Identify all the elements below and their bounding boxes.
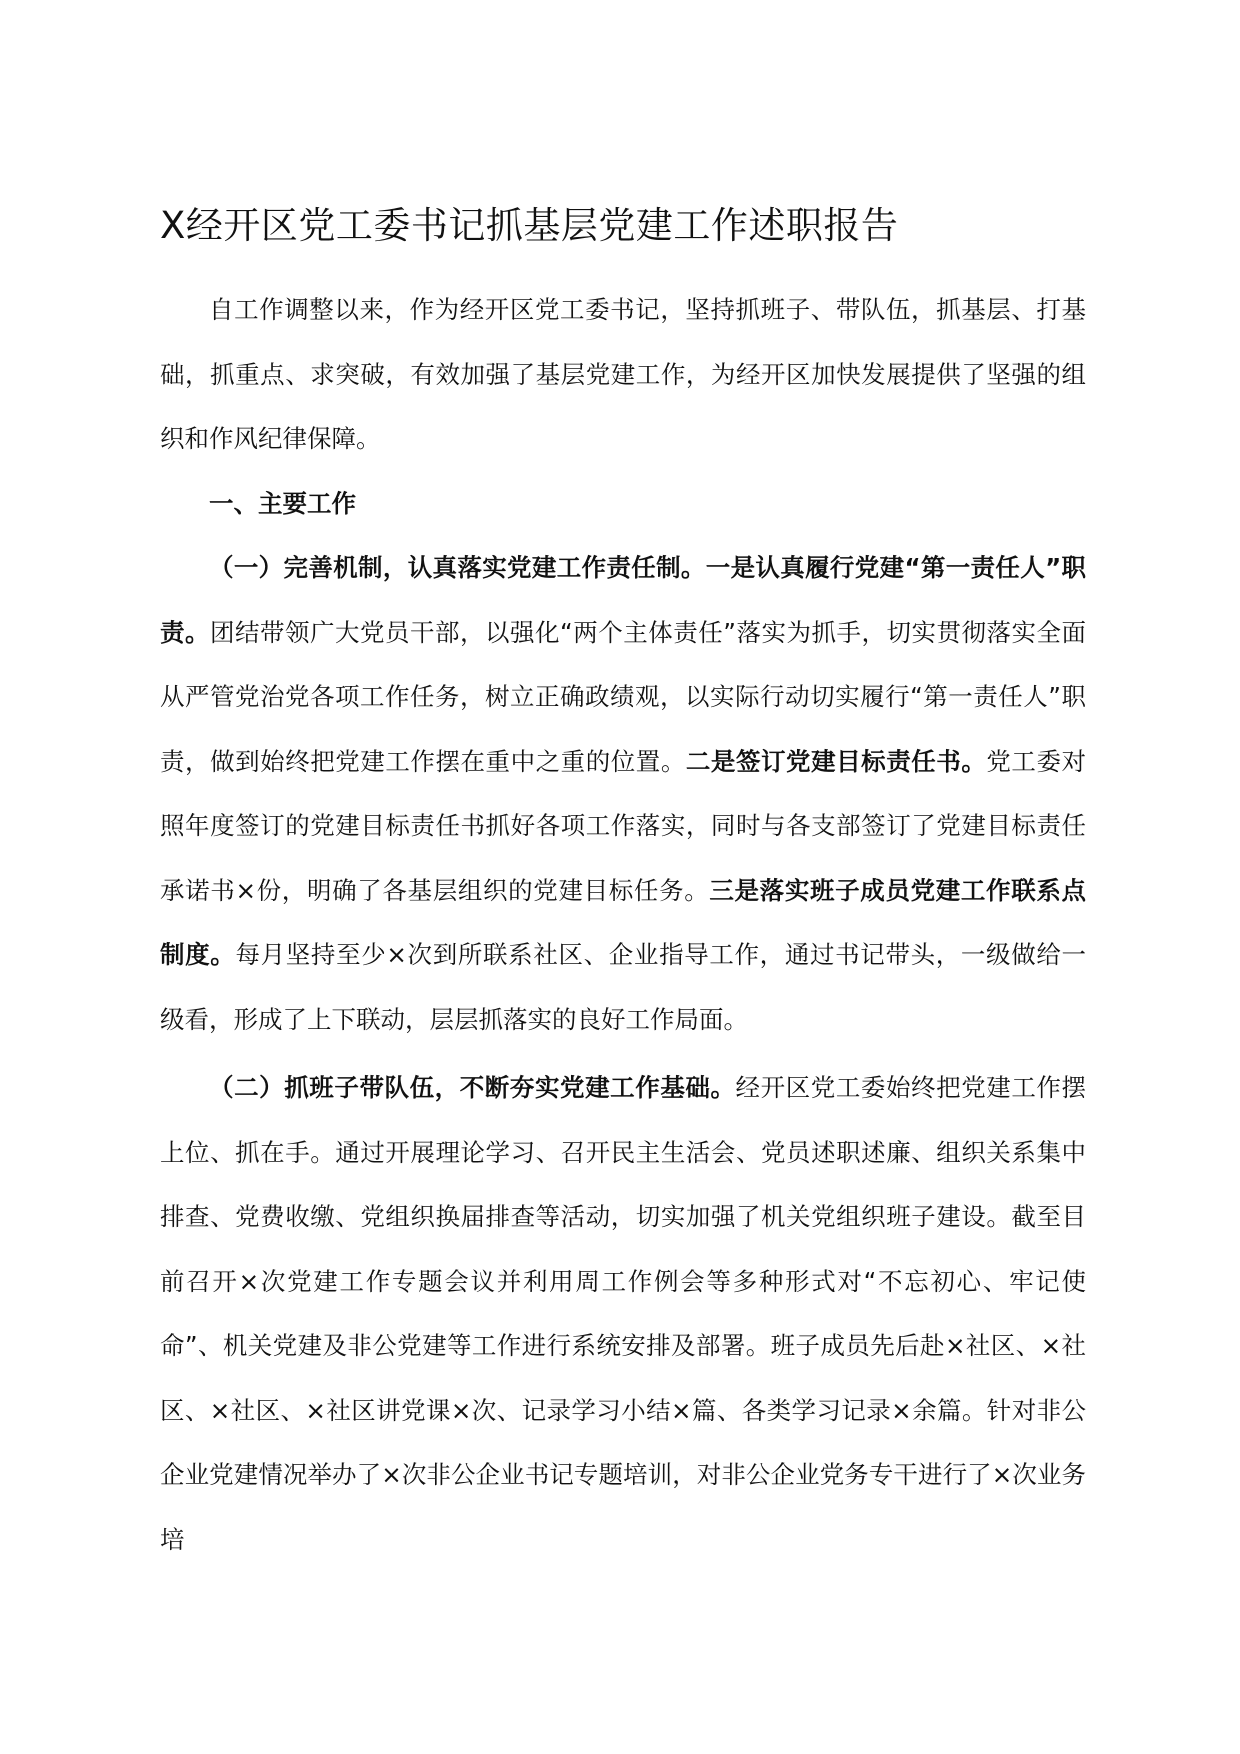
intro-paragraph: 自工作调整以来，作为经开区党工委书记，坚持抓班子、带队伍，抓基层、打基础，抓重点、求突破，有效加强了基层党建工作，为经开区加快发展提供了坚强的组织和作风纪律保障。 <box>160 295 1086 453</box>
document-body <box>160 278 1086 1572</box>
item-1-sub3-lead: 三是落实班子成员党建工作联系点制度。 <box>160 875 1087 969</box>
item-1-sub1-lead: 一是认真履行党建“第一责任人”职责。 <box>160 553 1087 647</box>
document-page <box>160 0 1086 1754</box>
item-1-sub2-text: 党工委对照年度签订的党建目标责任书抓好各项工作落实，同时与各支部签订了党建目标责任承诺书×份，明确了各基层组织的党建目标任务。 <box>160 746 1086 905</box>
item-1-sub2-lead: 二是签订党建目标责任书。 <box>685 746 987 776</box>
document-title: X经开区党工委书记抓基层党建工作述职报告 <box>160 204 899 247</box>
item-1-sub3-text: 每月坚持至少×次到所联系社区、企业指导工作，通过书记带头，一级做给一级看，形成了上下联动，层层抓落实的良好工作局面。 <box>160 940 1087 1034</box>
paragraph-item-2 <box>160 1056 1086 1572</box>
item-1-sub1-text: 团结带领广大党员干部，以强化“两个主体责任”落实为抓手，切实贯彻落实全面从严管党治党各项工作任务，树立正确政绩观，以实际行动切实履行“第一责任人”职责，做到始终把党建工作摆在重中之重的位置。 <box>160 617 1087 776</box>
item-1-heading: （一）完善机制，认真落实党建工作责任制。 <box>209 553 706 582</box>
item-2-text: 经开区党工委始终把党建工作摆上位、抓在手。通过开展理论学习、召开民主生活会、党员述职述廉、组织关系集中排查、党费收缴、党组织换届排查等活动，切实加强了机关党组织班子建设。截至目前召开×次党建工作专题会议并利用周工作例会等多种形式对“不忘初心、牢记使命”、机关党建及非公党建等工作进行系统安排及部署。班子成员先后赴×社区、×社区、×社区、×社区讲党课×次、记录学习小结×篇、各类学习记录×余篇。针对非公企业党建情况举办了×次非公企业书记专题培训，对非公企业党务专干进行了×次业务培 <box>160 1073 1087 1554</box>
section-heading-main-work: 一、主要工作 <box>209 488 356 518</box>
item-2-heading: （二）抓班子带队伍，不断夯实党建工作基础。 <box>209 1073 736 1102</box>
paragraph-item-1 <box>160 536 1086 1052</box>
